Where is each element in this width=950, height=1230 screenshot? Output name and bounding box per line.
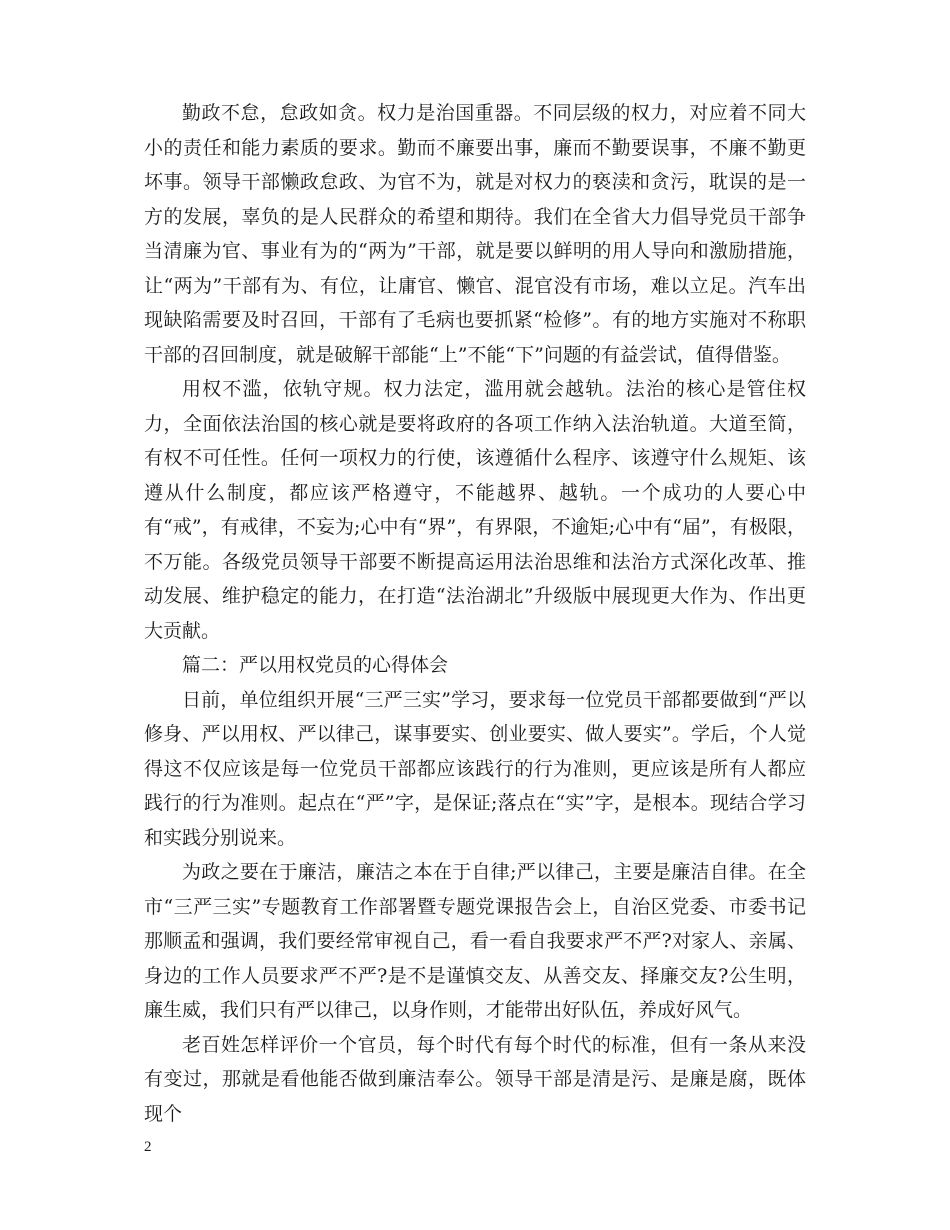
paragraph-2: 用权不滥，依轨守规。权力法定，滥用就会越轨。法治的核心是管住权力，全面依法治国的核心就是要将政府的各项工作纳入法治轨道。大道至简，有权不可任性。任何一项权力的行使，该遵循什么程序、该遵守什么规矩、该遵从什么制度，都应该严格遵守，不能越界、越轨。一个成功的人要心中有“戒”，有戒律，不妄为;心中有“界”，有界限，不逾矩;心中有“届”，有极限，不万能。各级党员领导干部要不断提高运用法治思维和法治方式深化改革、推动发展、维护稳定的能力，在打造“法治湖北”升级版中展现更大作为、作出更大贡献。 [144,378,806,642]
section-heading: 篇二：严以用权党员的心得体会 [182,654,449,676]
page-number: 2 [144,1139,152,1155]
paragraph-3: 日前，单位组织开展“三严三实”学习，要求每一位党员干部都要做到“严以修身、严以用权、严以律己，谋事要实、创业要实、做人要实”。学后，个人觉得这不仅应该是每一位党员干部都应该践行的行为准则，更应该是所有人都应践行的行为准则。起点在“严”字，是保证;落点在“实”字，是根本。现结合学习和实践分别说来。 [144,688,806,849]
document-body [144,96,806,1131]
paragraph-5: 老百姓怎样评价一个官员，每个时代有每个时代的标准，但有一条从来没有变过，那就是看他能否做到廉洁奉公。领导干部是清是污、是廉是腐，既体现个 [144,1033,806,1125]
paragraph-4: 为政之要在于廉洁，廉洁之本在于自律;严以律己，主要是廉洁自律。在全市“三严三实”专题教育工作部署暨专题党课报告会上，自治区党委、市委书记那顺孟和强调，我们要经常审视自己，看一看自我要求严不严?对家人、亲属、身边的工作人员要求严不严?是不是谨慎交友、从善交友、择廉交友?公生明，廉生威，我们只有严以律己，以身作则，才能带出好队伍，养成好风气。 [144,861,806,1021]
paragraph-1: 勤政不怠，怠政如贪。权力是治国重器。不同层级的权力，对应着不同大小的责任和能力素质的要求。勤而不廉要出事，廉而不勤要误事，不廉不勤更坏事。领导干部懒政怠政、为官不为，就是对权力的亵渎和贪污，耽误的是一方的发展，辜负的是人民群众的希望和期待。我们在全省大力倡导党员干部争当清廉为官、事业有为的“两为”干部，就是要以鲜明的用人导向和激励措施，让“两为”干部有为、有位，让庸官、懒官、混官没有市场，难以立足。汽车出现缺陷需要及时召回，干部有了毛病也要抓紧“检修”。有的地方实施对不称职干部的召回制度，就是破解干部能“上”不能“下”问题的有益尝试，值得借鉴。 [144,102,806,366]
